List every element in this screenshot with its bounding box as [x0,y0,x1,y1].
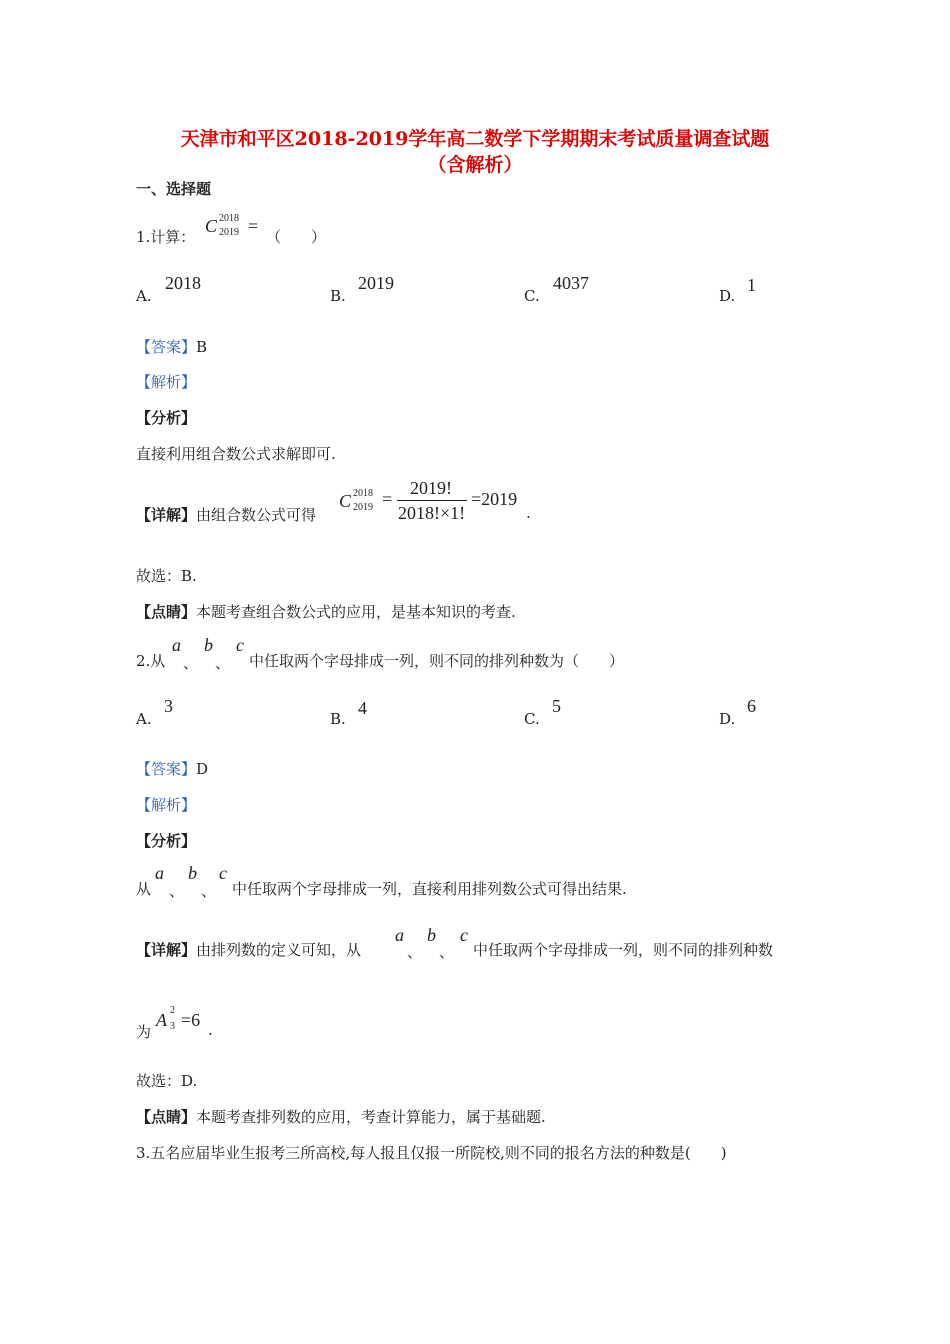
q2-detail-text: 由排列数的定义可知，从 [196,941,362,959]
q2-option-b-label: B. [330,710,346,728]
q2-a-result: =6 [181,1010,201,1030]
q2-detail-tag: 【详解】 [136,941,197,959]
q2-option-d-label: D. [719,710,736,728]
q1-detail-denominator: 2018!×1! [398,503,466,523]
q2-option-a-value: 3 [164,696,173,716]
q1-jiexi: 【解析】 [136,373,197,391]
q2-detail-wei: 为 [136,1023,152,1041]
q2-rest: 中任取两个字母排成一列，则不同的排列种数为（ ） [249,652,625,670]
q1-detail-c-sup: 2018 [353,488,373,499]
q2-answer: D [196,760,209,778]
q1-answer-line [136,336,207,357]
q1-option-c-label: C. [524,287,540,305]
q2-answer-tag: 【答案】 [136,760,197,778]
q1-option-b-value: 2019 [358,273,394,293]
q1-option-b-label: B. [330,287,346,305]
q1-detail-text: 由组合数公式可得 [196,506,317,524]
q2-fenxi: 【分析】 [136,832,197,850]
q2-option-c-value: 5 [552,696,561,716]
q2-detail-var-a: a [395,925,404,945]
q1-option-a-value: 2018 [165,273,201,293]
q2-answer-line [136,758,208,779]
q1-prefix: 1.计算： [136,228,196,246]
q2-fenxi-var-a: a [155,863,164,883]
q2-dianjing-tag: 【点睛】 [136,1108,197,1126]
q2-detail-sep-1: 、 [407,943,423,961]
q1-option-c-value: 4037 [553,273,589,293]
q2-fenxi-sep-1: 、 [169,882,185,900]
q2-var-b: b [204,635,213,655]
document-title-line2: （含解析） [427,154,523,176]
q2-fenxi-var-c: c [219,863,227,883]
q1-dianjing-tag: 【点睛】 [136,603,197,621]
q1-c-sub: 2019 [219,227,239,238]
q2-fenxi-prefix: 从 [136,880,152,898]
q2-detail-var-c: c [460,925,468,945]
q2-sep-1: 、 [183,654,199,672]
q1-option-d-label: D. [719,287,736,305]
q2-var-c: c [236,635,244,655]
q1-option-d-value: 1 [747,275,756,295]
q2-option-a-label: A. [136,710,152,728]
q1-answer: B [196,338,208,356]
q2-detail-var-b: b [427,925,436,945]
q2-a-sub: 3 [170,1021,175,1032]
q1-detail-line [136,504,316,525]
document-title-line1: 天津市和平区2018-2019学年高二数学下学期期末考试质量调查试题 [180,128,770,150]
q1-detail-c-symbol: C [339,491,352,511]
q1-dianjing-line [136,601,516,622]
q2-option-c-label: C. [524,710,540,728]
q2-a-period: . [208,1021,213,1039]
q2-guxuan: 故选：D. [136,1072,198,1090]
q1-fenxi-text: 直接利用组合数公式求解即可. [136,445,336,463]
q1-c-symbol: C [205,216,218,236]
q1-fraction-bar [397,500,467,501]
q3-text: 3.五名应届毕业生报考三所高校,每人报且仅报一所院校,则不同的报名方法的种数是( ) [136,1144,727,1162]
q1-eq: = [248,216,259,236]
q2-jiexi: 【解析】 [136,796,197,814]
q1-option-a-label: A. [136,287,152,305]
q1-paren: （ ） [266,228,327,246]
q2-prefix: 2.从 [136,652,166,670]
q2-a-sup: 2 [170,1005,175,1016]
q1-c-sup: 2018 [219,213,239,224]
q2-option-d-value: 6 [747,696,756,716]
section-heading: 一、选择题 [136,180,212,198]
q2-fenxi-sep-2: 、 [201,882,217,900]
q1-fenxi: 【分析】 [136,409,197,427]
q1-detail-result: =2019 [471,489,518,509]
q1-guxuan: 故选：B. [136,567,197,585]
q2-dianjing-line [136,1106,546,1127]
q2-var-a: a [172,635,181,655]
q1-detail-period: . [526,504,531,522]
q2-fenxi-var-b: b [188,863,197,883]
q2-detail-line [136,939,361,960]
q1-detail-tag: 【详解】 [136,506,197,524]
q2-detail-sep-2: 、 [439,943,455,961]
q1-dianjing-text: 本题考查组合数公式的应用，是基本知识的考查. [196,603,516,621]
q2-sep-2: 、 [215,654,231,672]
q1-answer-tag: 【答案】 [136,338,197,356]
q1-detail-eq: = [382,489,393,509]
q1-detail-numerator: 2019! [410,478,452,498]
q2-detail-rest: 中任取两个字母排成一列，则不同的排列种数 [473,941,774,959]
q2-option-b-value: 4 [358,698,367,718]
q2-a-symbol: A [156,1010,167,1030]
q1-detail-c-sub: 2019 [353,502,373,513]
q2-fenxi-rest: 中任取两个字母排成一列，直接利用排列数公式可得出结果. [232,880,627,898]
q2-dianjing-text: 本题考查排列数的应用，考查计算能力，属于基础题. [196,1108,546,1126]
